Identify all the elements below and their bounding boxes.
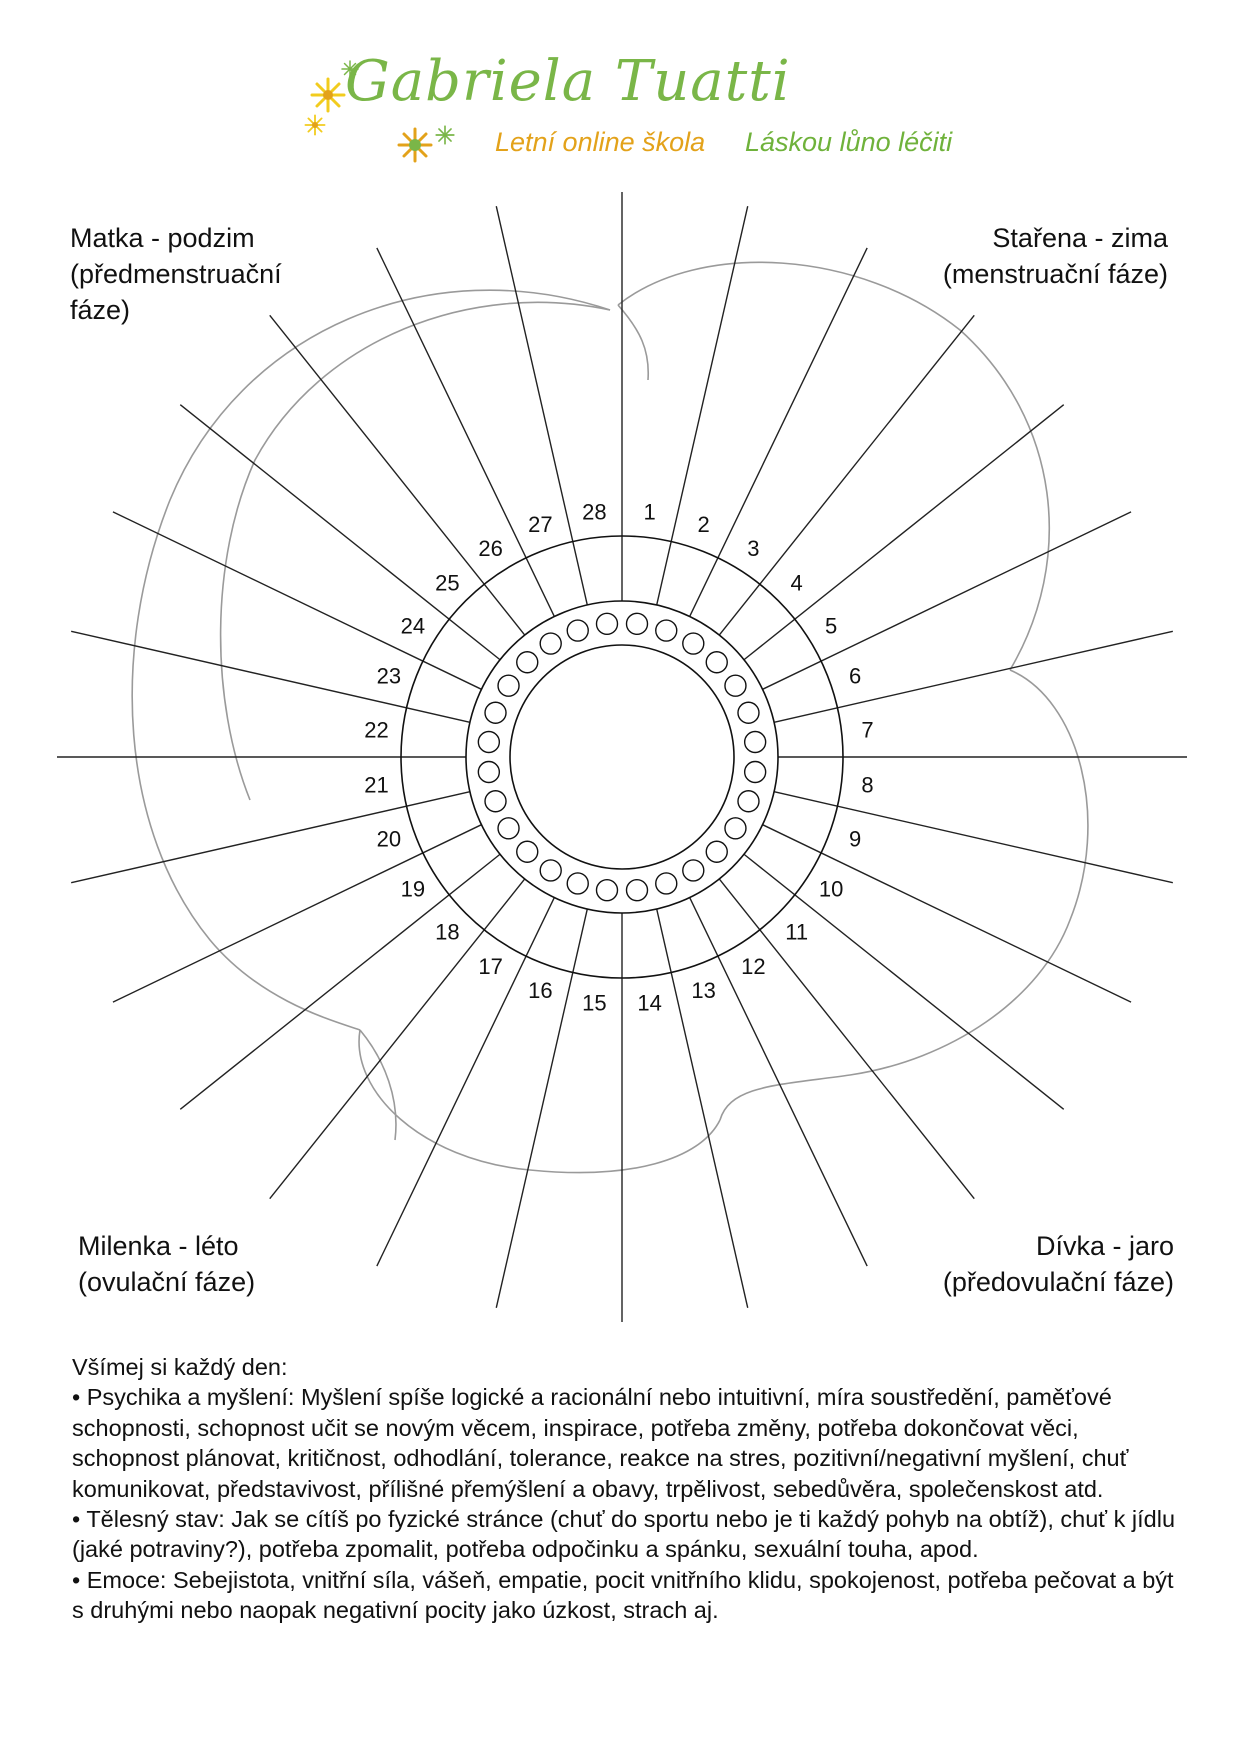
- day-checkbox[interactable]: [683, 633, 704, 654]
- day-label: 1: [643, 499, 656, 525]
- day-label: 26: [478, 535, 503, 561]
- logo-motto: Láskou lůno léčiti: [745, 127, 953, 157]
- day-checkbox[interactable]: [738, 791, 759, 812]
- notes-psyche: • Psychika a myšlení: Myšlení spíše logické a racionální nebo intuitivní, míra soustředění, paměťové schopnosti, schopnost učit se novým věcem, inspirace, potřeba změny, potřeba dokončovat věci, schopnost plánovat, kritičnost, odhodlání, tolerance, reakce na stres, pozitivní/negativní myšlení, chuť komunikovat, představivost, přílišné přemýšlení a obavy, trpělivost, sebedůvěra, společenskost atd.: [72, 1384, 1129, 1502]
- day-checkbox[interactable]: [596, 880, 617, 901]
- day-label: 6: [849, 663, 862, 689]
- day-label: 11: [785, 919, 809, 945]
- day-label: 5: [825, 613, 838, 639]
- day-checkbox[interactable]: [627, 880, 648, 901]
- day-checkbox[interactable]: [540, 860, 561, 881]
- day-label: 22: [364, 717, 389, 743]
- day-checkbox[interactable]: [656, 873, 677, 894]
- day-checkbox[interactable]: [498, 675, 519, 696]
- day-label: 25: [435, 570, 460, 596]
- notes-intro: Všímej si každý den:: [72, 1354, 288, 1380]
- day-checkbox[interactable]: [745, 731, 766, 752]
- day-label: 17: [478, 954, 503, 980]
- day-checkbox[interactable]: [706, 652, 727, 673]
- day-label: 18: [435, 919, 460, 945]
- day-ray: [71, 631, 470, 722]
- day-label: 24: [400, 613, 426, 639]
- day-checkbox[interactable]: [498, 818, 519, 839]
- day-checkbox[interactable]: [745, 762, 766, 783]
- day-label: 28: [582, 499, 607, 525]
- day-checkbox[interactable]: [540, 633, 561, 654]
- day-ray: [657, 909, 748, 1308]
- day-label: 21: [364, 772, 389, 798]
- phase-spring-label: Dívka - jaro (předovulační fáze): [942, 1231, 1174, 1297]
- day-ray: [71, 792, 470, 883]
- day-label: 27: [528, 511, 553, 537]
- day-label: 4: [790, 570, 803, 596]
- day-label: 2: [697, 511, 710, 537]
- logo-name: Gabriela Tuatti: [345, 49, 791, 114]
- day-checkbox[interactable]: [485, 702, 506, 723]
- logo-school: Letní online škola: [495, 127, 706, 157]
- day-label: 9: [849, 826, 862, 852]
- notes-body: • Tělesný stav: Jak se cítíš po fyzické stránce (chuť do sportu nebo je ti každý pohyb na obtíž), chuť k jídlu (jaké potraviny?), potřeba zpomalit, potřeba odpočinku a spánku, sexuální touha, apod.: [72, 1506, 1176, 1563]
- day-ray: [774, 792, 1173, 883]
- day-label: 3: [747, 535, 760, 561]
- day-label: 19: [400, 876, 426, 902]
- day-checkbox[interactable]: [485, 791, 506, 812]
- day-ray: [657, 206, 748, 605]
- notes-emotions: • Emoce: Sebejistota, vnitřní síla, vášeň, empatie, pocit vnitřního klidu, spokojenost, potřeba pečovat a být s druhými nebo naopak negativní pocity jako úzkost, strach aj.: [72, 1566, 1174, 1624]
- day-label: 14: [637, 990, 662, 1016]
- day-checkbox[interactable]: [596, 613, 617, 634]
- day-checkbox[interactable]: [478, 762, 499, 783]
- day-label: 16: [528, 978, 553, 1004]
- day-label: 7: [861, 717, 874, 743]
- day-checkbox[interactable]: [517, 841, 538, 862]
- day-label: 12: [741, 954, 766, 980]
- day-ray: [496, 909, 587, 1308]
- day-label: 23: [376, 663, 402, 689]
- day-label: 15: [582, 990, 607, 1016]
- inner-ring: [510, 645, 734, 869]
- day-checkbox[interactable]: [627, 613, 648, 634]
- day-checkbox[interactable]: [725, 675, 746, 696]
- day-checkbox[interactable]: [738, 702, 759, 723]
- observation-notes: [72, 1352, 1182, 1626]
- day-ray: [496, 206, 587, 605]
- day-label: 10: [818, 876, 844, 902]
- day-checkbox[interactable]: [706, 841, 727, 862]
- day-checkbox[interactable]: [567, 873, 588, 894]
- phase-winter-label: Stařena - zima (menstruační fáze): [942, 223, 1168, 289]
- day-checkbox[interactable]: [683, 860, 704, 881]
- day-checkbox[interactable]: [478, 731, 499, 752]
- day-label: 20: [376, 826, 402, 852]
- day-checkbox[interactable]: [517, 652, 538, 673]
- day-checkbox[interactable]: [725, 818, 746, 839]
- day-label: 13: [691, 978, 716, 1004]
- day-ray: [774, 631, 1173, 722]
- phase-summer-label: Milenka - léto (ovulační fáze): [78, 1231, 256, 1297]
- phase-autumn-label: Matka - podzim (předmenstruační fáze): [70, 223, 282, 325]
- day-checkbox[interactable]: [567, 620, 588, 641]
- day-checkbox[interactable]: [656, 620, 677, 641]
- day-label: 8: [861, 772, 874, 798]
